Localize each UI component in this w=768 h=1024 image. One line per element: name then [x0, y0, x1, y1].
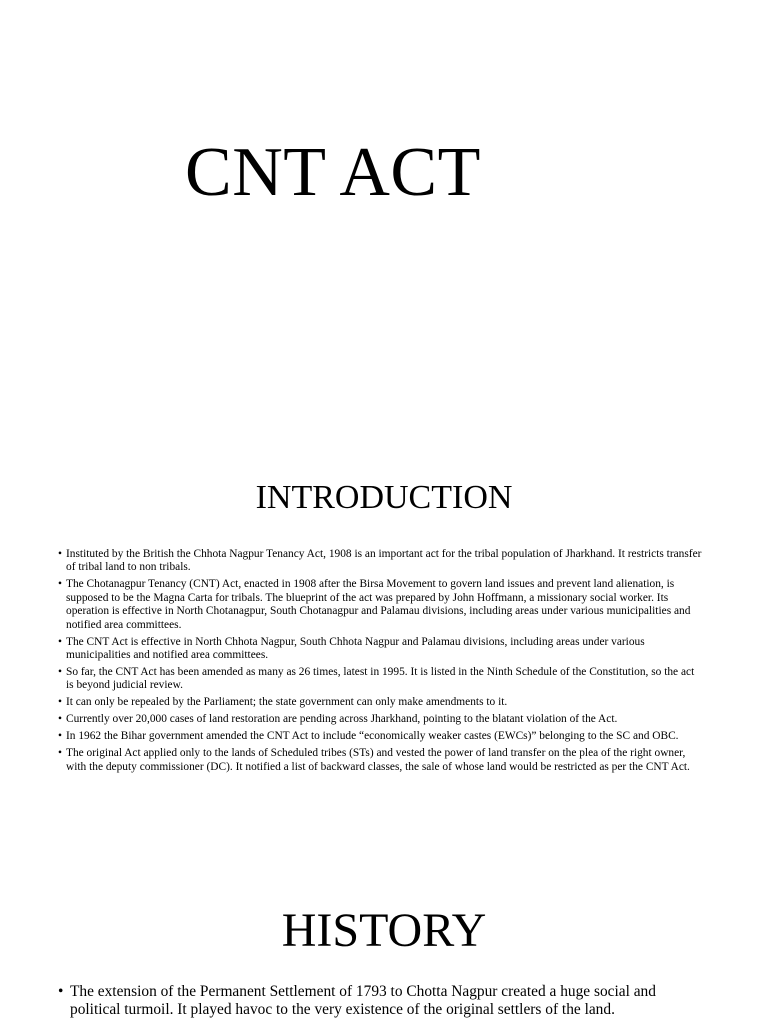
bullet-item: • The original Act applied only to the lands of Scheduled tribes (STs) and vested the power of land transfer on the plea of the right owner, with the deputy commissioner (DC). It notified a list of backward classes, the sale of whose land would be restricted as per the CNT Act. — [58, 747, 704, 774]
slide-introduction — [0, 430, 768, 875]
bullet-item: • The extension of the Permanent Settlement of 1793 to Chotta Nagpur created a huge social and political turmoil. It played havoc to the very existence of the original settlers of the land. — [58, 983, 708, 1019]
history-heading: HISTORY — [281, 904, 487, 957]
cover-title: CNT ACT — [185, 134, 481, 211]
bullet-item: • It can only be repealed by the Parliament; the state government can only make amendments to it. — [58, 696, 704, 709]
bullet-item: • So far, the CNT Act has been amended as many as 26 times, latest in 1995. It is listed in the Ninth Schedule of the Constitution, so the act is beyond judicial review. — [58, 666, 704, 693]
bullet-item: • The Chotanagpur Tenancy (CNT) Act, enacted in 1908 after the Birsa Movement to govern land issues and prevent land alienation, is supposed to be the Magna Carta for tribals. The blueprint of the act was prepared by John Hoffmann, a missionary social worker. Its operation is effective in North Chotanagpur, South Chotanagpur and Palamau divisions, including areas under various municipalities and notified area committees. — [58, 578, 704, 632]
introduction-bullet-list — [58, 548, 704, 778]
slide-cover — [0, 0, 768, 430]
slide-history — [0, 875, 768, 1024]
bullet-item: • Instituted by the British the Chhota Nagpur Tenancy Act, 1908 is an important act for the tribal population of Jharkhand. It restricts transfer of tribal land to non tribals. — [58, 548, 704, 575]
bullet-item: • The CNT Act is effective in North Chhota Nagpur, South Chhota Nagpur and Palamau divisions, including areas under various municipalities and notified area committees. — [58, 636, 704, 663]
bullet-item: • Currently over 20,000 cases of land restoration are pending across Jharkhand, pointing to the blatant violation of the Act. — [58, 713, 704, 726]
history-bullet-list — [58, 983, 708, 1019]
bullet-item: • In 1962 the Bihar government amended the CNT Act to include “economically weaker castes (EWCs)” belonging to the SC and OBC. — [58, 730, 704, 743]
introduction-heading: INTRODUCTION — [255, 479, 513, 516]
